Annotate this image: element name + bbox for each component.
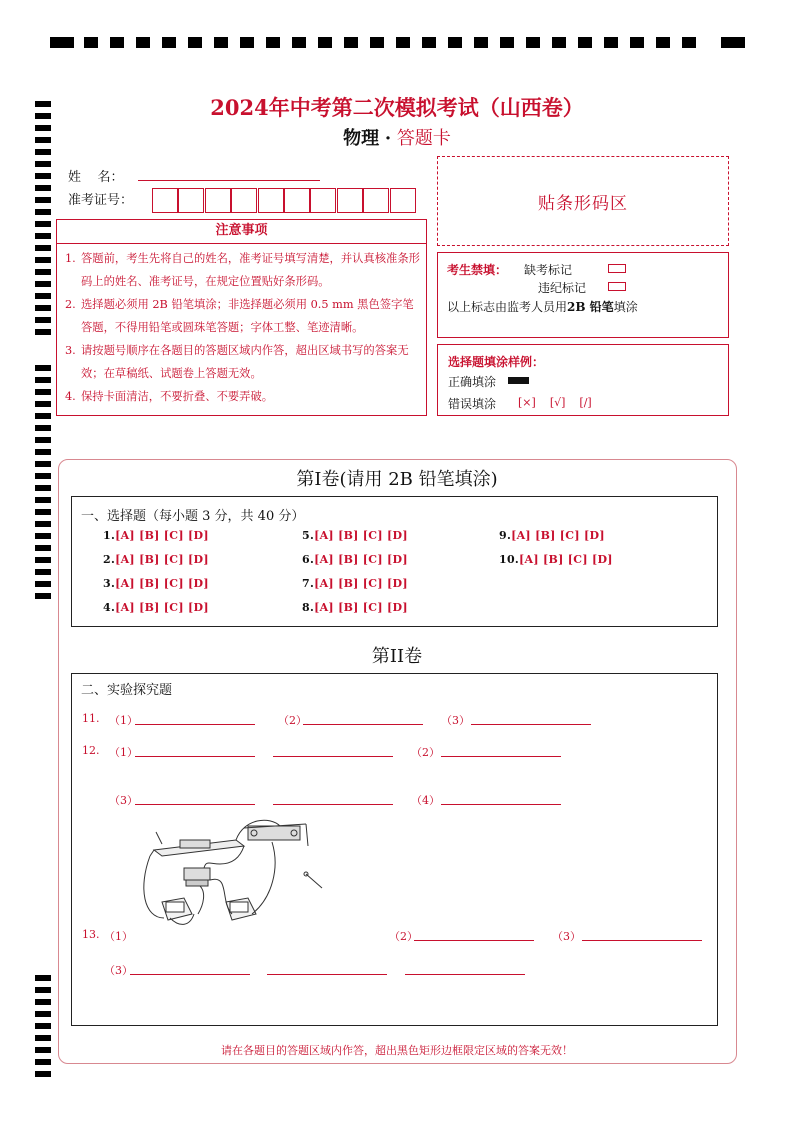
timing-mark (552, 37, 566, 48)
timing-mark (448, 37, 462, 48)
timing-mark (35, 269, 51, 275)
timing-mark (35, 581, 51, 587)
timing-mark (344, 37, 358, 48)
timing-mark (35, 425, 51, 431)
notice-list (57, 244, 426, 408)
choice-q2[interactable] (103, 553, 209, 566)
timing-mark (35, 533, 51, 539)
footer-warning: 请在各题目的答题区域内作答，超出黑色矩形边框限定区域的答案无效！ (221, 1044, 573, 1057)
choice-num: 5. (302, 529, 315, 542)
q13-part1-label: （1） (104, 930, 133, 943)
choice-num: 7. (302, 577, 315, 590)
q11-part2-label: （2） (278, 714, 307, 727)
part1-title: 第Ⅰ卷(请用 2B 铅笔填涂) (296, 469, 498, 490)
exam-id-digit-box[interactable] (390, 188, 416, 213)
exam-id-digit-box[interactable] (363, 188, 389, 213)
notice-item (65, 293, 420, 339)
subject-name: 物理 (343, 128, 380, 149)
timing-mark (188, 37, 202, 48)
timing-mark (136, 37, 150, 48)
timing-mark (35, 221, 51, 227)
q12-part1-label: （1） (109, 746, 138, 759)
timing-mark (35, 1059, 51, 1065)
absent-mark-box[interactable] (608, 264, 626, 273)
timing-mark (396, 37, 410, 48)
notice-item-num: 2. (65, 298, 76, 311)
choice-num: 2. (103, 553, 116, 566)
choice-q3[interactable] (103, 577, 209, 590)
choice-num: 9. (499, 529, 512, 542)
timing-mark (35, 377, 51, 383)
choice-options[interactable]: [A] [B] [C] [D] (115, 577, 209, 590)
timing-mark (35, 413, 51, 419)
choice-q7[interactable] (302, 577, 408, 590)
notice-item-num: 4. (65, 390, 76, 403)
q13-part2-label: （2） (389, 930, 418, 943)
timing-mark (318, 37, 332, 48)
timing-mark (162, 37, 176, 48)
barcode-area: 贴条形码区 (437, 156, 729, 246)
choice-options[interactable]: [A] [B] [C] [D] (314, 577, 408, 590)
choice-options[interactable]: [A] [B] [C] [D] (115, 601, 209, 614)
timing-mark (84, 37, 98, 48)
exam-id-digit-box[interactable] (258, 188, 284, 213)
wrong-mark-check: [√] (549, 396, 566, 409)
choice-options[interactable]: [A] [B] [C] [D] (519, 553, 613, 566)
wrong-fill-marks (518, 396, 592, 409)
timing-mark (35, 389, 51, 395)
correct-fill-label: 正确填涂 (448, 375, 497, 389)
choice-options[interactable]: [A] [B] [C] [D] (115, 553, 209, 566)
q13-part4-line-b[interactable] (267, 974, 387, 975)
q13-part2-line[interactable] (414, 940, 534, 941)
timing-mark (35, 245, 51, 251)
forbidden-label: 考生禁填： (447, 263, 508, 277)
forbidden-note-post: 填涂 (613, 300, 638, 314)
timing-mark (35, 509, 51, 515)
timing-mark (630, 37, 644, 48)
timing-mark (35, 185, 51, 191)
timing-mark (500, 37, 514, 48)
q12-part3-line-a[interactable] (135, 804, 255, 805)
timing-mark (266, 37, 280, 48)
choice-options[interactable]: [A] [B] [C] [D] (314, 529, 408, 542)
timing-mark (604, 37, 618, 48)
choice-q1[interactable] (103, 529, 209, 542)
timing-mark (35, 329, 51, 335)
choice-q5[interactable] (302, 529, 408, 542)
choice-section-title: 一、选择题（每小题 3 分，共 40 分） (81, 509, 305, 524)
answer-card-label: 答题卡 (396, 128, 451, 149)
timing-mark (292, 37, 306, 48)
notice-item (65, 339, 420, 385)
timing-mark (35, 545, 51, 551)
q13-part3-line[interactable] (582, 940, 702, 941)
notice-item-text: 答题前，考生先将自己的姓名，准考证号填写清楚，并认真核准条形码上的姓名、准考证号，在规定位置贴好条形码。 (81, 252, 420, 288)
timing-mark (35, 173, 51, 179)
notice-item (65, 385, 420, 408)
timing-mark (474, 37, 488, 48)
choice-q8[interactable] (302, 601, 408, 614)
q13-part3-label: （3） (552, 930, 581, 943)
id-label: 准考证号： (68, 193, 134, 208)
notice-item (65, 247, 420, 293)
choice-num: 8. (302, 601, 315, 614)
timing-mark (682, 37, 696, 48)
q11-part2-line[interactable] (303, 724, 423, 725)
exam-subtitle (0, 124, 794, 150)
timing-mark (35, 257, 51, 263)
correct-fill-mark (508, 377, 529, 384)
wrong-mark-slash: [/] (579, 396, 592, 409)
timing-mark (35, 593, 51, 599)
choice-num: 4. (103, 601, 116, 614)
exam-id-digit-box[interactable] (310, 188, 336, 213)
circuit-diagram-image (140, 818, 325, 936)
q11-part1-label: （1） (109, 714, 138, 727)
choice-options[interactable]: [A] [B] [C] [D] (314, 553, 408, 566)
timing-mark (35, 1035, 51, 1041)
choice-options[interactable]: [A] [B] [C] [D] (511, 529, 605, 542)
timing-mark (526, 37, 540, 48)
notice-item-text: 请按题号顺序在各题目的答题区域内作答，超出区域书写的答案无效；在草稿纸、试题卷上答题无效。 (81, 344, 409, 380)
q11-num: 11. (82, 712, 100, 725)
q12-part2-label: （2） (411, 746, 440, 759)
timing-mark (370, 37, 384, 48)
choice-num: 6. (302, 553, 315, 566)
timing-mark (721, 37, 745, 48)
notice-item-num: 1. (65, 252, 76, 265)
top-timing-marks (50, 37, 745, 49)
q12-part3-line-b[interactable] (273, 804, 393, 805)
q13-part4-label: （3） (104, 964, 133, 977)
choice-num: 3. (103, 577, 116, 590)
q12-part1-line-a[interactable] (135, 756, 255, 757)
fill-sample-label: 选择题填涂样例： (448, 355, 545, 369)
exam-id-digit-box[interactable] (178, 188, 204, 213)
timing-mark (35, 449, 51, 455)
timing-mark (35, 197, 51, 203)
exam-title: 2024年中考第二次模拟考试（山西卷） (210, 95, 584, 120)
timing-mark (35, 987, 51, 993)
timing-mark (578, 37, 592, 48)
notice-heading: 注意事项 (57, 220, 426, 244)
fill-sample-box (437, 344, 729, 416)
timing-mark (35, 557, 51, 563)
violation-mark-box[interactable] (608, 282, 626, 291)
q11-part3-line[interactable] (471, 724, 591, 725)
timing-mark (422, 37, 436, 48)
timing-mark (35, 305, 51, 311)
choice-options[interactable]: [A] [B] [C] [D] (314, 601, 408, 614)
timing-mark (35, 281, 51, 287)
timing-mark (35, 975, 51, 981)
timing-mark (50, 37, 74, 48)
absent-mark-label: 缺考标记 (524, 263, 573, 277)
examiner-marks-box (437, 252, 729, 338)
timing-mark (35, 1023, 51, 1029)
wrong-fill-label: 错误填涂 (448, 397, 497, 411)
name-field[interactable] (138, 180, 320, 181)
choice-q9[interactable] (499, 529, 605, 542)
exam-id-digit-box[interactable] (231, 188, 257, 213)
q12-num: 12. (82, 744, 100, 757)
timing-mark (35, 293, 51, 299)
forbidden-note-bold: 2B 铅笔 (567, 300, 614, 314)
q12-part3-label: （3） (109, 794, 138, 807)
timing-mark (35, 999, 51, 1005)
q13-part4-line-a[interactable] (130, 974, 250, 975)
timing-mark (656, 37, 670, 48)
timing-mark (35, 401, 51, 407)
timing-mark (35, 233, 51, 239)
timing-mark (35, 437, 51, 443)
part2-title: 第II卷 (371, 646, 423, 667)
choice-q10[interactable] (499, 553, 613, 566)
choice-q4[interactable] (103, 601, 209, 614)
choice-num: 1. (103, 529, 116, 542)
timing-mark (35, 497, 51, 503)
q11-part3-label: （3） (441, 714, 470, 727)
timing-mark (35, 1071, 51, 1077)
notice-item-text: 保持卡面清洁，不要折叠、不要弄破。 (81, 390, 274, 403)
timing-mark (240, 37, 254, 48)
q12-part2-line[interactable] (441, 756, 561, 757)
timing-mark (35, 317, 51, 323)
notice-box (56, 219, 427, 416)
forbidden-note-pre: 以上标志由监考人员用 (447, 300, 568, 314)
subtitle-dot: · (384, 128, 392, 149)
experiment-section-title: 二、实验探究题 (81, 683, 173, 698)
q11-part1-line[interactable] (135, 724, 255, 725)
timing-mark (35, 161, 51, 167)
notice-item-text: 选择题必须用 2B 铅笔填涂；非选择题必须用 0.5 mm 黑色签字笔答题，不得用铅笔或圆珠笔答题；字体工整、笔迹清晰。 (81, 298, 414, 334)
choice-options[interactable]: [A] [B] [C] [D] (115, 529, 209, 542)
violation-mark-label: 违纪标记 (538, 281, 587, 295)
timing-mark (35, 1011, 51, 1017)
q12-part4-label: （4） (411, 794, 440, 807)
q13-part4-line-c[interactable] (405, 974, 525, 975)
exam-id-digit-box[interactable] (337, 188, 363, 213)
forbidden-note (447, 298, 638, 315)
exam-id-digit-box[interactable] (152, 188, 178, 213)
timing-mark (35, 569, 51, 575)
name-label: 姓 名： (68, 170, 124, 185)
notice-item-num: 3. (65, 344, 76, 357)
timing-mark (35, 209, 51, 215)
q12-part1-line-b[interactable] (273, 756, 393, 757)
exam-id-digit-box[interactable] (205, 188, 231, 213)
wrong-mark-cross: [×] (518, 396, 536, 409)
timing-mark (35, 521, 51, 527)
left-timing-marks-3 (35, 975, 51, 1075)
choice-q6[interactable] (302, 553, 408, 566)
choice-num: 10. (499, 553, 520, 566)
timing-mark (214, 37, 228, 48)
timing-mark (35, 365, 51, 371)
q13-num: 13. (82, 928, 100, 941)
timing-mark (110, 37, 124, 48)
q12-part4-line[interactable] (441, 804, 561, 805)
exam-id-digit-box[interactable] (284, 188, 310, 213)
